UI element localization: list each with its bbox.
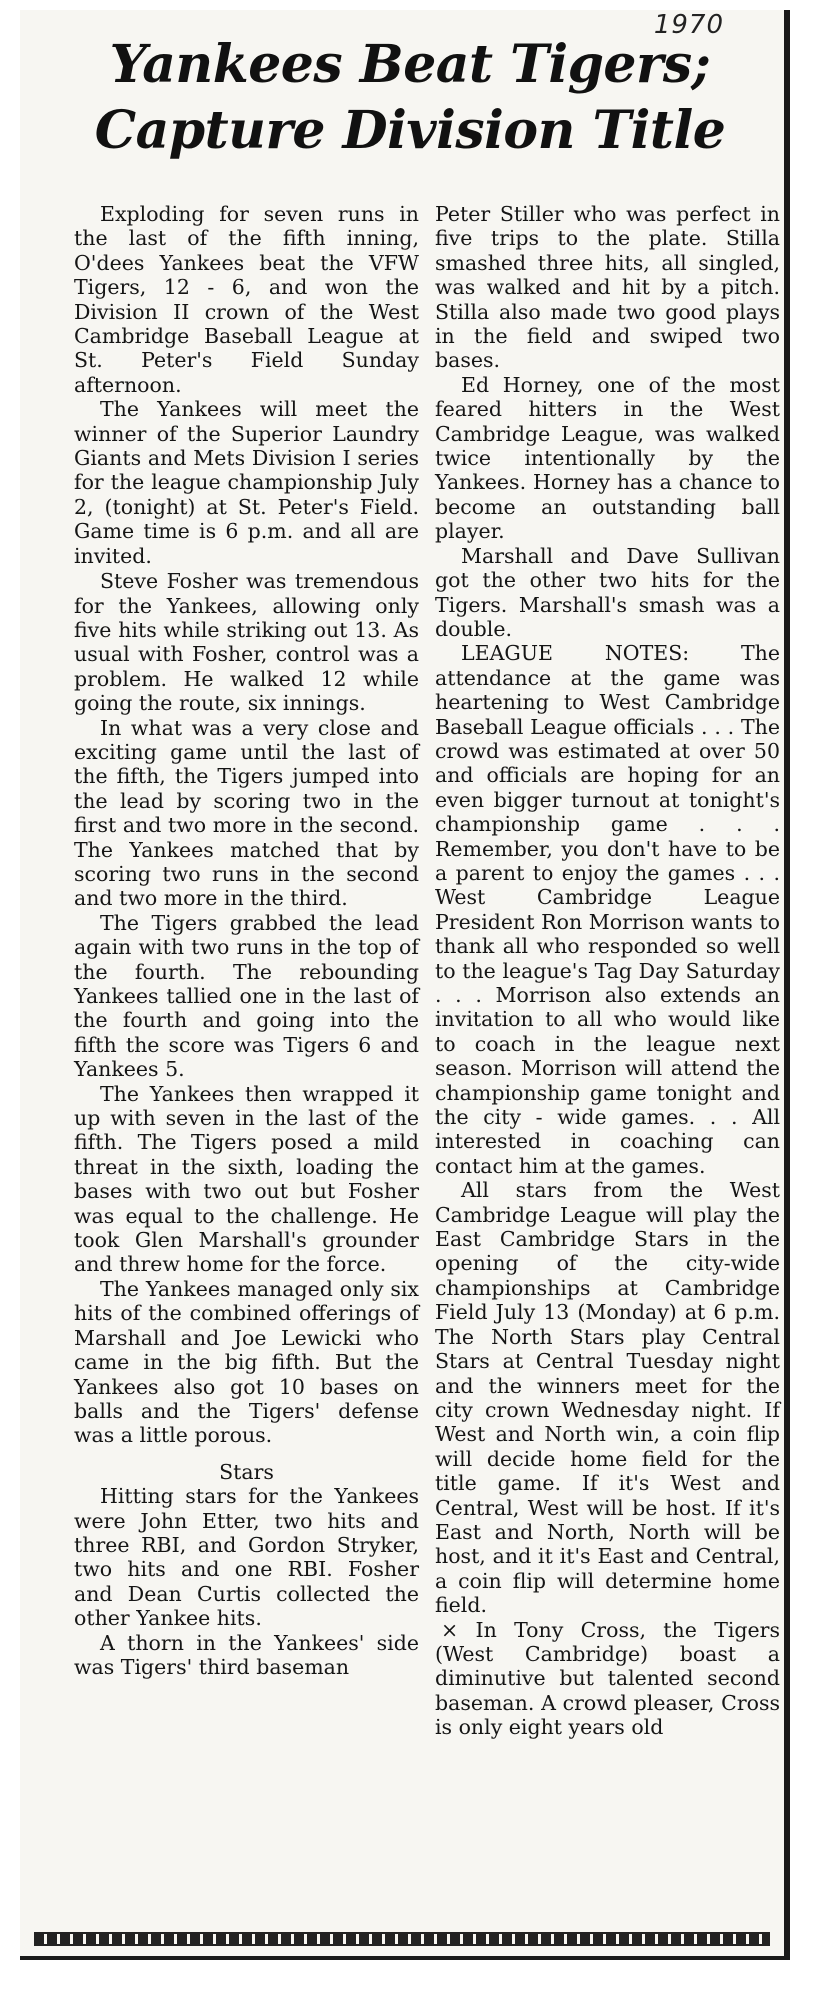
paragraph: All stars from the West Cambridge League will play the East Cambridge Stars in the opening of the city-wide championships at Cambridge Field July 13 (Monday) at 6 p.m. The North Stars play Central Stars at Central Tuesday night and the winners meet for the city crown Wednesday night. If West and North win, a coin flip will decide home field for the title game. If it's West and Central, West will be host. If it's East and North, North will be host, and it it's East and Central, a coin flip will determine home field. (435, 1178, 780, 1618)
newspaper-clipping (20, 10, 790, 1960)
paragraph: A thorn in the Yankees' side was Tigers' third baseman (74, 1630, 419, 1679)
paragraph: Marshall and Dave Sullivan got the other two hits for the Tigers. Marshall's smash was a double. (435, 543, 780, 641)
paragraph: × In Tony Cross, the Tigers (West Cambridge) boast a diminutive but talented second baseman. A crowd pleaser, Cross is only eight years old (435, 1617, 780, 1740)
subhead-stars: Stars (219, 1459, 274, 1484)
paragraph: In what was a very close and exciting game until the last of the fifth, the Tigers jumped into the lead by scoring two in the first and two more in the second. The Yankees matched that by scoring two runs in the second and two more in the third. (74, 715, 419, 911)
paragraph: The Yankees then wrapped it up with seven in the last of the fifth. The Tigers posed a mild threat in the sixth, loading the bases with two out but Fosher was equal to the challenge. He took Glen Marshall's grounder and threw home for the force. (74, 1081, 419, 1277)
right-column (435, 202, 780, 1740)
paragraph: Peter Stiller who was perfect in five trips to the plate. Stilla smashed three hits, all singled, was walked and hit by a pitch. Stilla also made two good plays in the field and swiped two bases. (435, 202, 780, 373)
paragraph: Hitting stars for the Yankees were John Etter, two hits and three RBI, and Gordon Stryker, two hits and one RBI. Fosher and Dean Curtis collected the other Yankee hits. (74, 1484, 419, 1631)
left-column (74, 202, 419, 1679)
headline-line-1: Yankees Beat Tigers; (109, 34, 711, 95)
paragraph: The Yankees will meet the winner of the Superior Laundry Giants and Mets Division I series for the league championship July 2, (tonight) at St. Peter's Field. Game time is 6 p.m. and all are invited. (74, 397, 419, 568)
paragraph: Ed Horney, one of the most feared hitters in the West Cambridge League, was walked twice intentionally by the Yankees. Horney has a chance to become an outstanding ball player. (435, 372, 780, 544)
paragraph: LEAGUE NOTES: The attendance at the game was heartening to West Cambridge Baseball League officials . . . The crowd was estimated at over 50 and officials are hoping for an even bigger turnout at tonight's championship game . . . Remember, you don't have to be a parent to enjoy the games . . . West Cambridge League President Ron Morrison wants to thank all who responded so well to the league's Tag Day Saturday . . . Morrison also extends an invitation to all who would like to coach in the league next season. Morrison will attend the championship game tonight and the city - wide games. . . All interested in coaching can contact him at the games. (435, 641, 780, 1178)
bottom-rule (34, 1932, 770, 1946)
handwritten-year: 1970 (653, 10, 724, 40)
paragraph: Exploding for seven runs in the last of the fifth inning, O'dees Yankees beat the VFW Tigers, 12 - 6, and won the Division II crown of the West Cambridge Baseball League at St. Peter's Field Sunday afternoon. (74, 202, 419, 397)
paragraph: The Yankees managed only six hits of the combined offerings of Marshall and Joe Lewicki who came in the big fifth. But the Yankees also got 10 bases on balls and the Tigers' defense was a little porous. (74, 1276, 419, 1448)
paragraph: Steve Fosher was tremendous for the Yankees, allowing only five hits while striking out 13. As usual with Fosher, control was a problem. He walked 12 while going the route, six innings. (74, 569, 419, 716)
headline (50, 32, 770, 164)
headline-line-2: Capture Division Title (94, 100, 726, 161)
paragraph: The Tigers grabbed the lead again with two runs in the top of the fourth. The rebounding Yankees tallied one in the last of the fourth and going into the fifth the score was Tigers 6 and Yankees 5. (74, 910, 419, 1082)
